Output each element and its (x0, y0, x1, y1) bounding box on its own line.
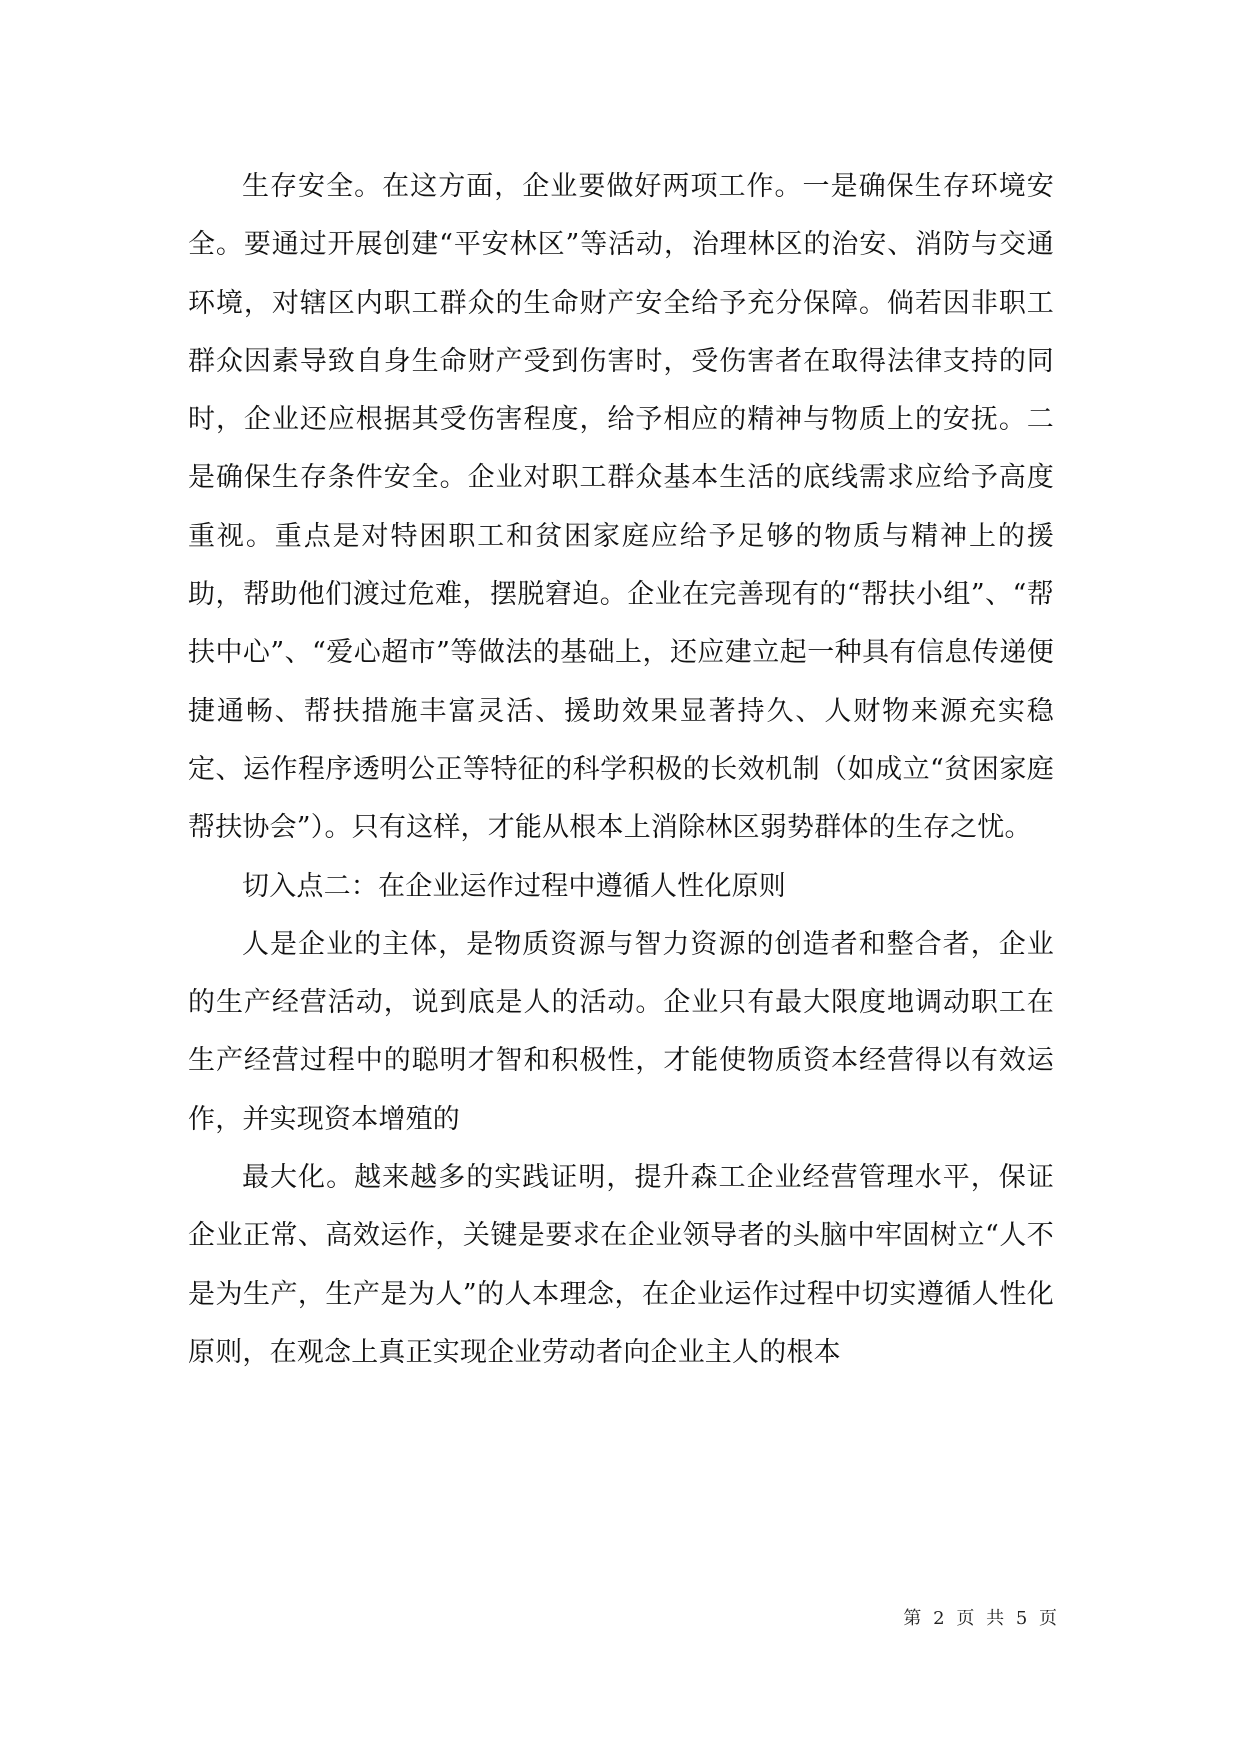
paragraph-maximization: 最大化。越来越多的实践证明，提升森工企业经营管理水平，保证企业正常、高效运作，关键是要求在企业领导者的头脑中牢固树立“人不是为生产，生产是为人”的人本理念，在企业运作过程中切实遵循人性化原则，在观念上真正实现企业劳动者向企业主人的根本 (188, 1162, 1054, 1368)
page-number-footer (800, 1604, 1060, 1630)
footer-prefix: 第 (903, 1608, 925, 1629)
paragraph-people-subject: 人是企业的主体，是物质资源与智力资源的创造者和整合者，企业的生产经营活动，说到底是人的活动。企业只有最大限度地调动职工在生产经营过程中的聪明才智和积极性，才能使物质资本经营得以有效运作，并实现资本增殖的 (188, 928, 1054, 1135)
document-body (188, 158, 1054, 1382)
footer-suffix: 页 (1039, 1608, 1060, 1629)
footer-mid: 页 共 (956, 1608, 1008, 1629)
paragraph-survival-safety: 生存安全。在这方面，企业要做好两项工作。一是确保生存环境安全。要通过开展创建“平安林区”等活动，治理林区的治安、消防与交通环境，对辖区内职工群众的生命财产安全给予充分保障。倘若因非职工群众因素导致自身生命财产受到伤害时，受伤害者在取得法律支持的同时，企业还应根据其受伤害程度，给予相应的精神与物质上的安抚。二是确保生存条件安全。企业对职工群众基本生活的底线需求应给予高度重视。重点是对特困职工和贫困家庭应给予足够的物质与精神上的援助，帮助他们渡过危难，摆脱窘迫。企业在完善现有的“帮扶小组”、“帮扶中心”、“爱心超市”等做法的基础上，还应建立起一种具有信息传递便捷通畅、帮扶措施丰富灵活、援助效果显著持久、人财物来源充实稳定、运作程序透明公正等特征的科学积极的长效机制（如成立“贫困家庭帮扶协会”）。只有这样，才能从根本上消除林区弱势群体的生存之忧。 (188, 171, 1054, 844)
section-heading-entry-point-two: 切入点二：在企业运作过程中遵循人性化原则 (242, 870, 786, 902)
footer-page-number: 2 (933, 1608, 948, 1629)
footer-page-total: 5 (1015, 1608, 1031, 1629)
